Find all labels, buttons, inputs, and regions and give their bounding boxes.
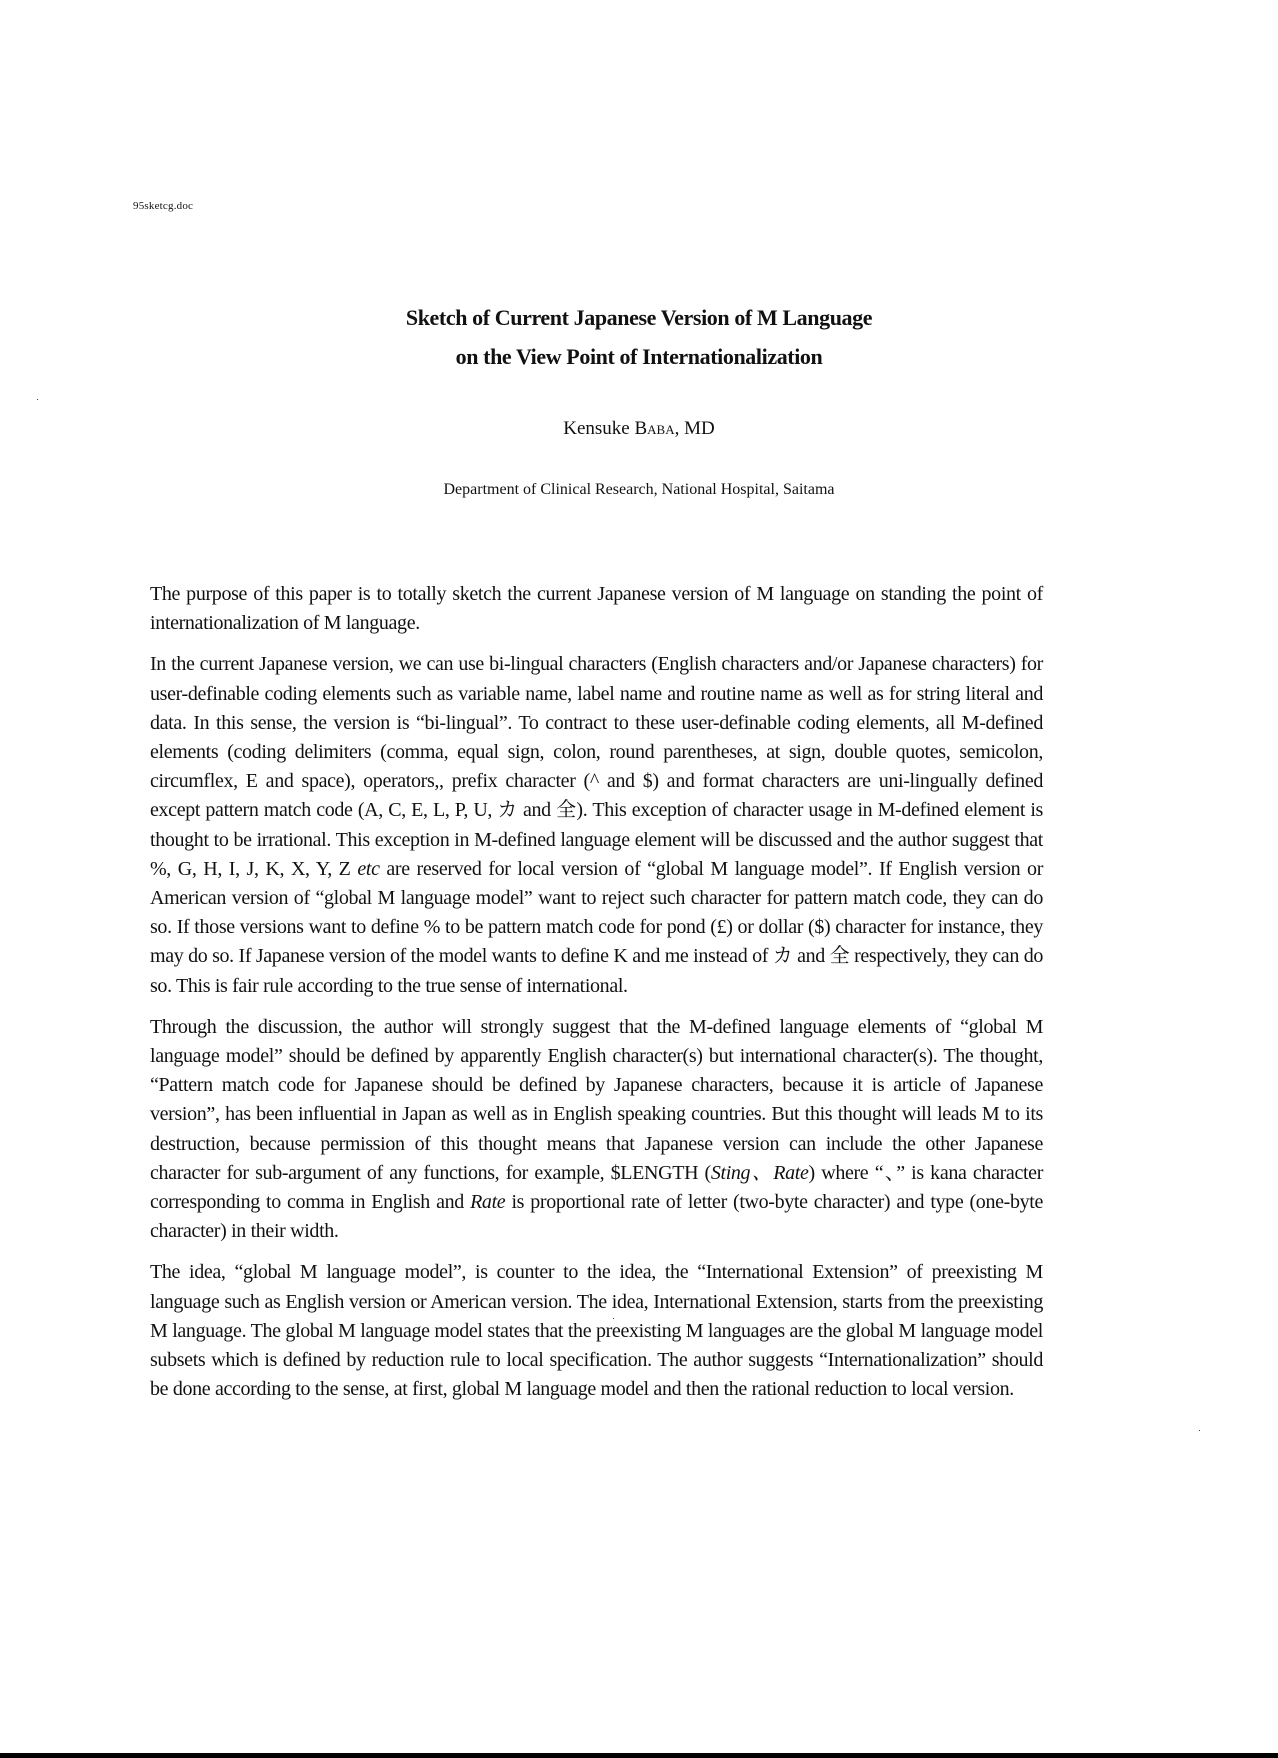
title-line-2: on the View Point of Internationalization — [455, 344, 823, 369]
author-first-name: Kensuke — [563, 418, 635, 439]
author-last-name: Baba — [634, 418, 675, 439]
author-suffix: , MD — [674, 418, 715, 439]
scan-speck — [1199, 1430, 1200, 1431]
document-filename: 95sketcg.doc — [133, 200, 194, 212]
paragraph-3-function-args: Sting、Rate — [710, 1161, 809, 1184]
paragraph-3-rate: Rate — [470, 1191, 506, 1214]
title-line-1: Sketch of Current Japanese Version of M Language — [405, 305, 873, 330]
paragraph-3-text-a: Through the discussion, the author will strongly suggest that the M-defined language elements of “global M language model” should be defined by apparently English character(s) but international character(s). The thought, “Pattern match code for Japanese should be defined by Japanese characters, because it is article of Japanese version”, has been influential in Japan as well as in English speaking countries. But this thought will leads M to its destruction, because permission of this thought means that Japanese version can include the other Japanese character for sub-argument of any functions, for example, $LENGTH ( — [150, 1015, 1043, 1184]
scan-bottom-edge — [0, 1753, 1278, 1758]
body-text — [150, 580, 1043, 1416]
paragraph-1: The purpose of this paper is to totally sketch the current Japanese version of M language on standing the point of internationalization of M language. — [150, 583, 1043, 635]
paragraph-3 — [150, 1013, 1043, 1247]
paragraph-2-text-b: are reserved for local version of “global M language model”. If English version or American version of “global M language model” want to reject such character for pattern match code, they can do so. If those versions want to define % to be pattern match code for pond (£) or dollar ($) character for instance, they may do so. If Japanese version of the model wants to define K and me instead of カ and 全 respectively, they can do so. This is fair rule according to the true sense of international. — [150, 857, 1044, 997]
scan-speck — [37, 399, 38, 400]
scan-speck — [613, 1318, 614, 1319]
page-title — [0, 298, 1278, 376]
paragraph-2-etc: etc — [357, 857, 380, 880]
paragraph-3-text-c: is proportional rate of letter (two-byte character) and type (one-byte character) in their width. — [150, 1191, 1043, 1243]
author-byline — [0, 418, 1278, 440]
paragraph-2 — [150, 650, 1043, 1000]
paragraph-2-text-a: In the current Japanese version, we can use bi-lingual characters (English characters and/or Japanese characters) for user-definable coding elements such as variable name, label name and routine name as well as for string literal and data. In this sense, the version is “bi-lingual”. To contract to these user-definable coding elements, all M-defined elements (coding delimiters (comma, equal sign, colon, round parentheses, at sign, double quotes, semicolon, circumflex, E and space), operators,, prefix character (^ and $) and format characters are uni-lingually defined except pattern match code (A, C, E, L, P, U, カ and 全). This exception of character usage in M-defined element is thought to be irrational. This exception in M-defined language element will be discussed and the author suggest that %, G, H, I, J, K, X, Y, Z — [150, 653, 1043, 880]
paragraph-4: The idea, “global M language model”, is counter to the idea, the “International Extension” of preexisting M language such as English version or American version. The idea, International Extension, starts from the preexisting M language. The global M language model states that the preexisting M languages are the global M language model subsets which is defined by reduction rule to local specification. The author suggests “Internationalization” should be done according to the sense, at first, global M language model and then the rational reduction to local version. — [150, 1261, 1043, 1401]
author-affiliation: Department of Clinical Research, National Hospital, Saitama — [443, 481, 835, 498]
paragraph-3-text-b: ) where “、” is kana character corresponding to comma in English and — [150, 1161, 1044, 1214]
